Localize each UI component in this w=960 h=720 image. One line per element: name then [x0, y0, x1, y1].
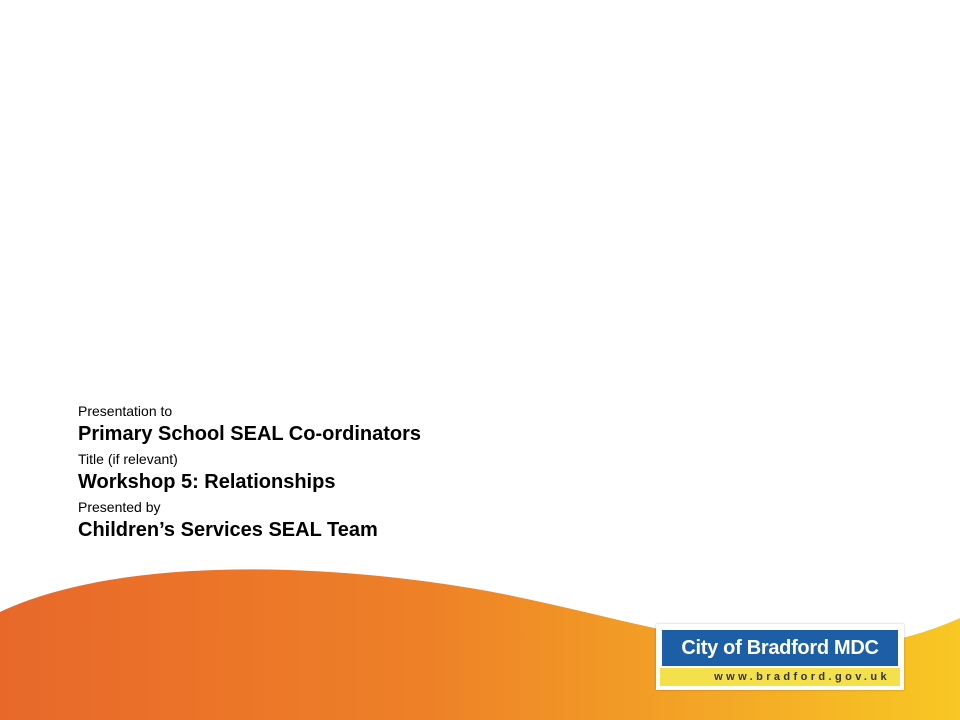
presenter-name: Children’s Services SEAL Team [78, 519, 378, 541]
title-block [78, 402, 421, 546]
bradford-logo [656, 624, 904, 690]
logo-name: City of Bradford MDC [681, 636, 879, 659]
title-label: Title (if relevant) [78, 451, 178, 467]
logo-name-panel [660, 628, 900, 668]
presentation-to-label: Presentation to [78, 403, 173, 419]
logo-url-panel [660, 668, 900, 686]
presentation-title: Workshop 5: Relationships [78, 471, 336, 493]
presented-by-label: Presented by [78, 499, 161, 515]
audience-heading: Primary School SEAL Co-ordinators [78, 423, 422, 445]
logo-url: www.bradford.gov.uk [714, 671, 890, 683]
